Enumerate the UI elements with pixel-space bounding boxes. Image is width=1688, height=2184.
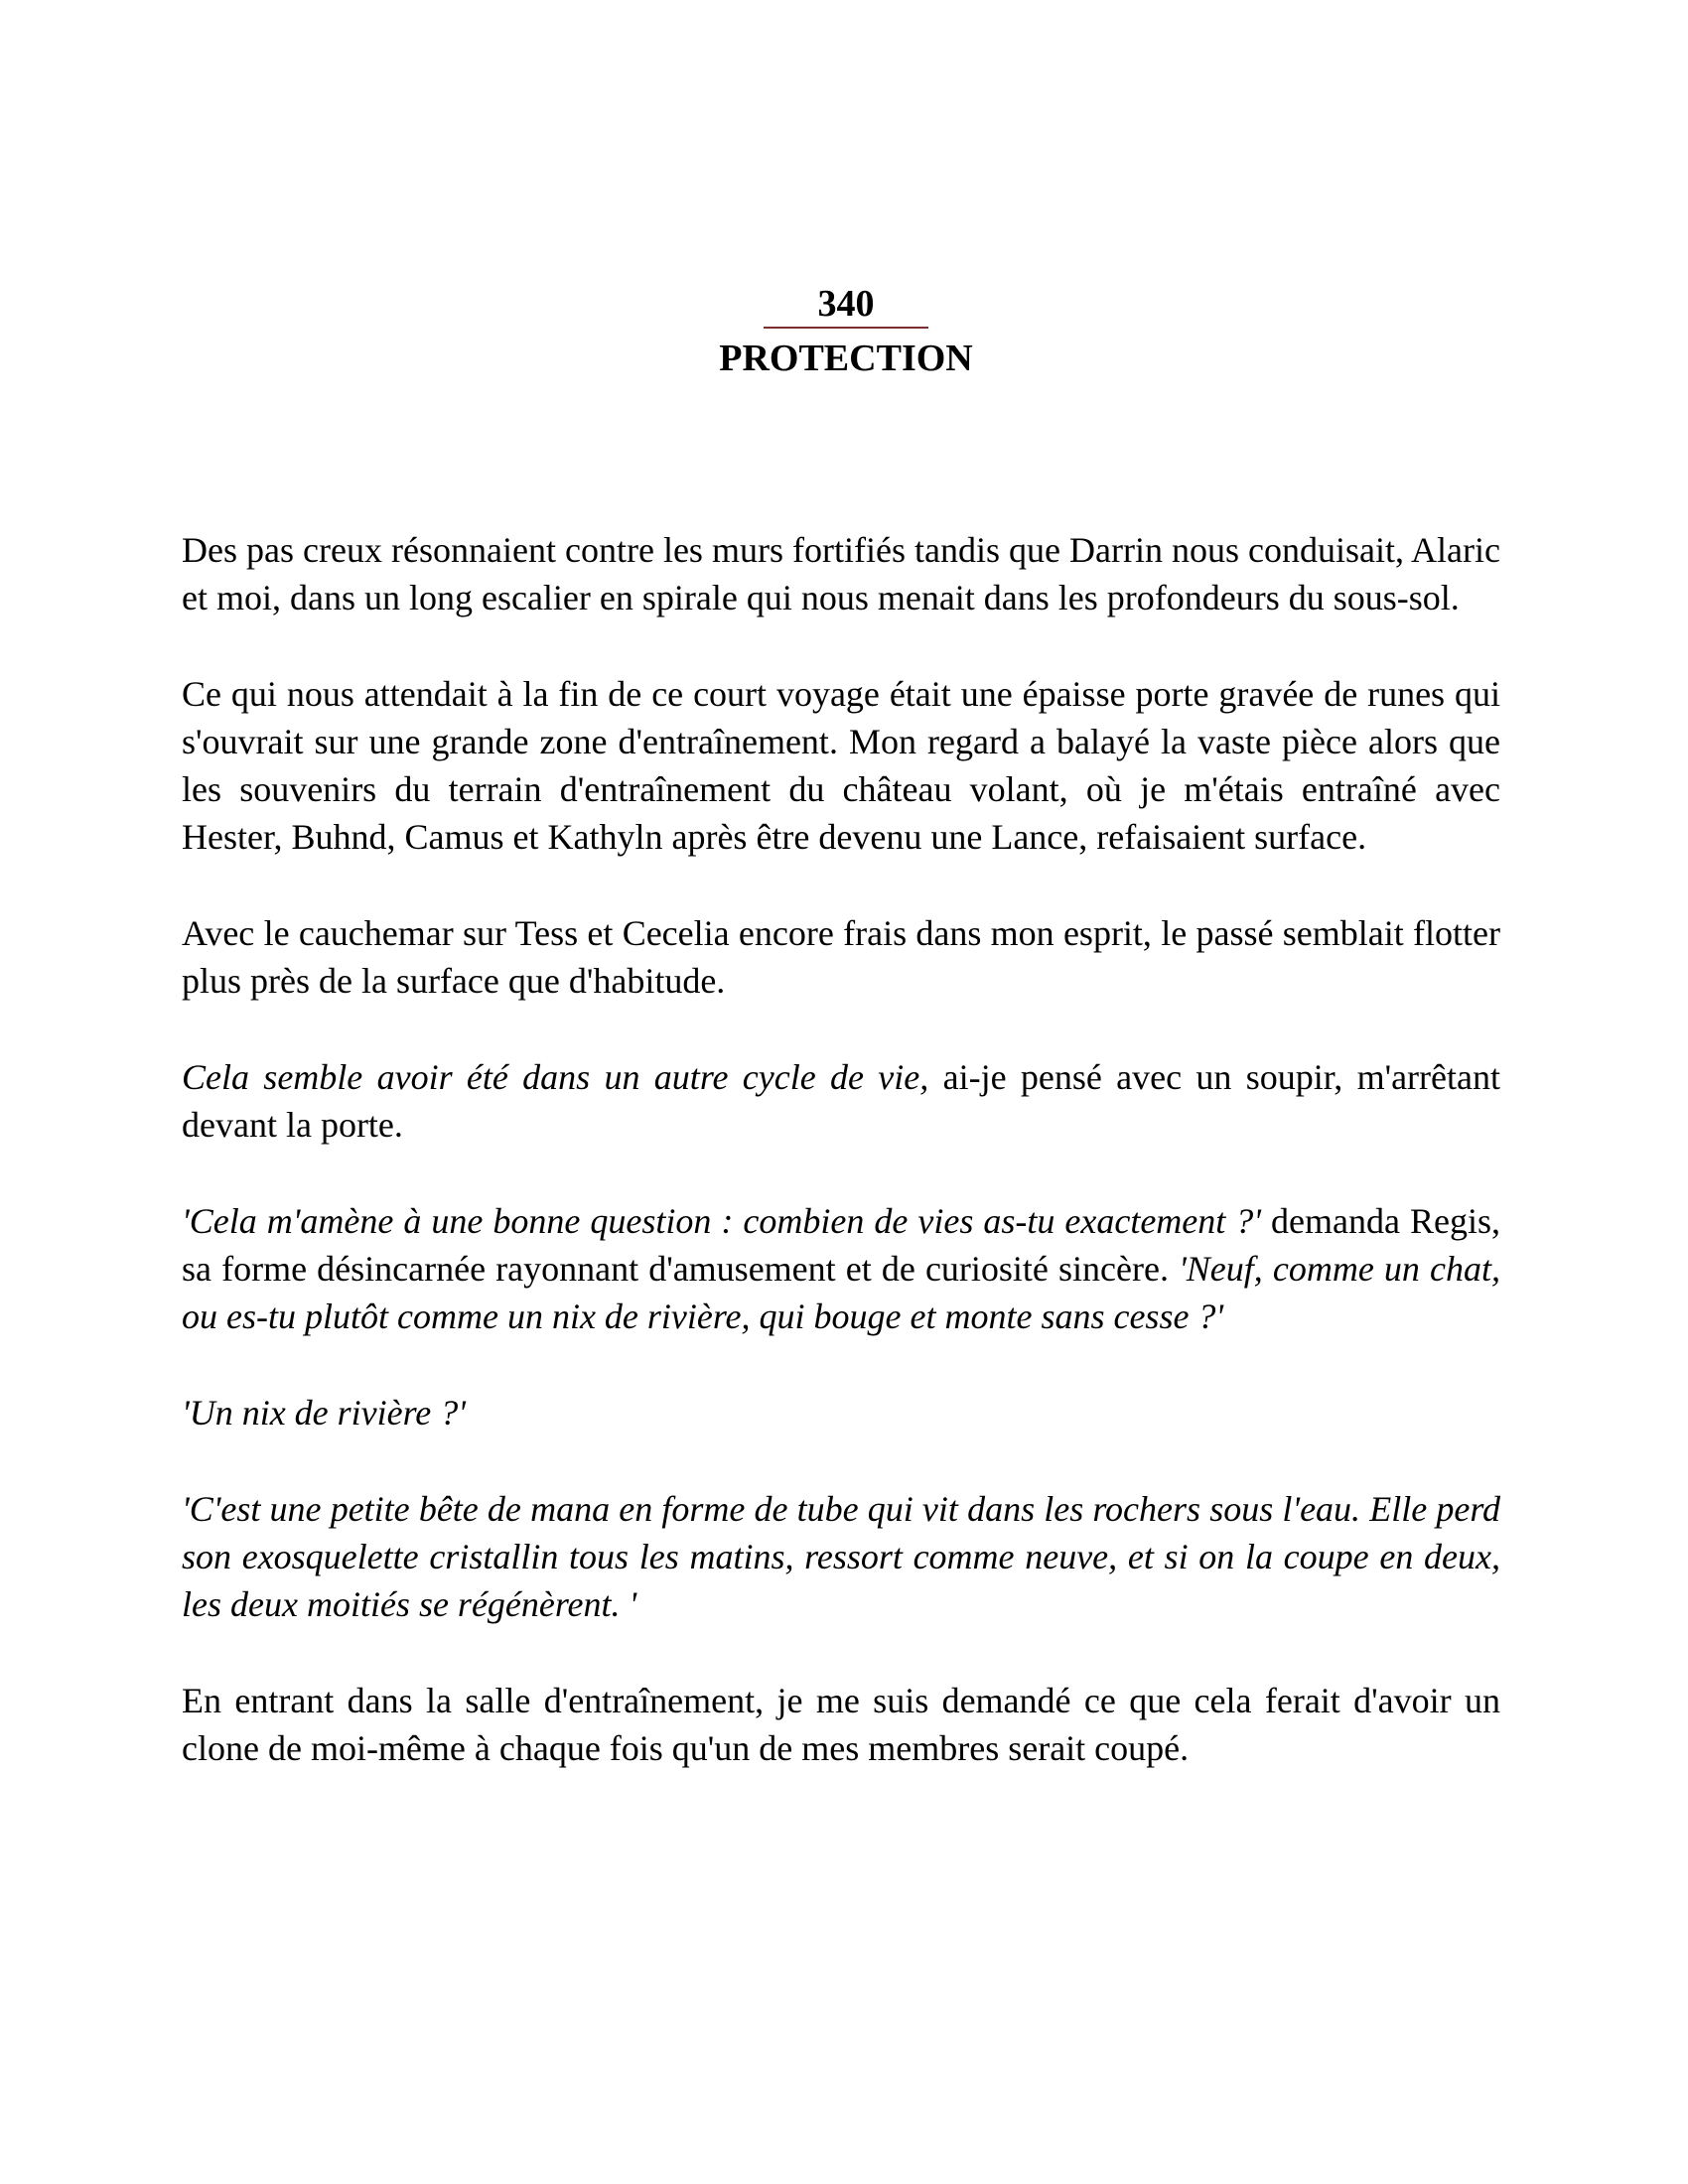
paragraph-5 xyxy=(182,1197,1500,1340)
paragraph-8 xyxy=(182,1677,1500,1772)
chapter-header xyxy=(0,282,1688,380)
telepathic-dialogue-italic: 'C'est une petite bête de mana en forme de tube qui vit dans les rochers sous l'eau. Elle perd son exosquelette cristallin tous les matins, ressort comme neuve, et si on la coupe en deux, les deux moitiés se régénèrent. ' xyxy=(182,1489,1500,1624)
inner-thought-italic: Cela semble avoir été dans un autre cycle de vie, xyxy=(182,1057,929,1097)
paragraph-7 xyxy=(182,1485,1500,1628)
telepathic-dialogue-italic: 'Cela m'amène à une bonne question : combien de vies as-tu exactement ?' xyxy=(182,1201,1262,1241)
paragraph-segment: En entrant dans la salle d'entraînement, je me suis demandé ce que cela ferait d'avoir un clone de moi-même à chaque fois qu'un de mes membres serait coupé. xyxy=(182,1681,1500,1768)
paragraph-1 xyxy=(182,526,1500,621)
paragraph-segment: Avec le cauchemar sur Tess et Cecelia encore frais dans mon esprit, le passé semblait flotter plus près de la surface que d'habitude. xyxy=(182,913,1500,1001)
paragraph-segment: Ce qui nous attendait à la fin de ce court voyage était une épaisse porte gravée de runes qui s'ouvrait sur une grande zone d'entraînement. Mon regard a balayé la vaste pièce alors que les souvenirs du terrain d'entraînement du château volant, où je m'étais entraîné avec Hester, Buhnd, Camus et Kathyln après être devenu une Lance, refaisaient surface. xyxy=(182,674,1500,857)
paragraph-4 xyxy=(182,1053,1500,1149)
chapter-heading-block xyxy=(719,282,972,380)
paragraph-3 xyxy=(182,909,1500,1005)
telepathic-dialogue-italic: 'Neuf, comme un chat, ou es-tu plutôt comme un nix de rivière, qui bouge et monte sans cesse ?' xyxy=(182,1249,1501,1336)
chapter-divider-rule xyxy=(764,327,928,329)
chapter-title: PROTECTION xyxy=(719,338,973,379)
paragraph-segment: ai-je pensé avec un soupir, m'arrêtant devant la porte. xyxy=(182,1057,1500,1145)
paragraph-segment: Des pas creux résonnaient contre les murs fortifiés tandis que Darrin nous conduisait, Alaric et moi, dans un long escalier en spirale qui nous menait dans les profondeurs du sous-sol. xyxy=(182,530,1500,617)
paragraph-6 xyxy=(182,1389,1500,1436)
telepathic-dialogue-italic: 'Un nix de rivière ?' xyxy=(182,1393,466,1433)
chapter-body xyxy=(182,526,1500,1821)
chapter-number: 340 xyxy=(817,283,875,325)
paragraph-2 xyxy=(182,670,1500,861)
paragraph-segment: demanda Regis, sa forme désincarnée rayonnant d'amusement et de curiosité sincère. xyxy=(182,1201,1500,1289)
